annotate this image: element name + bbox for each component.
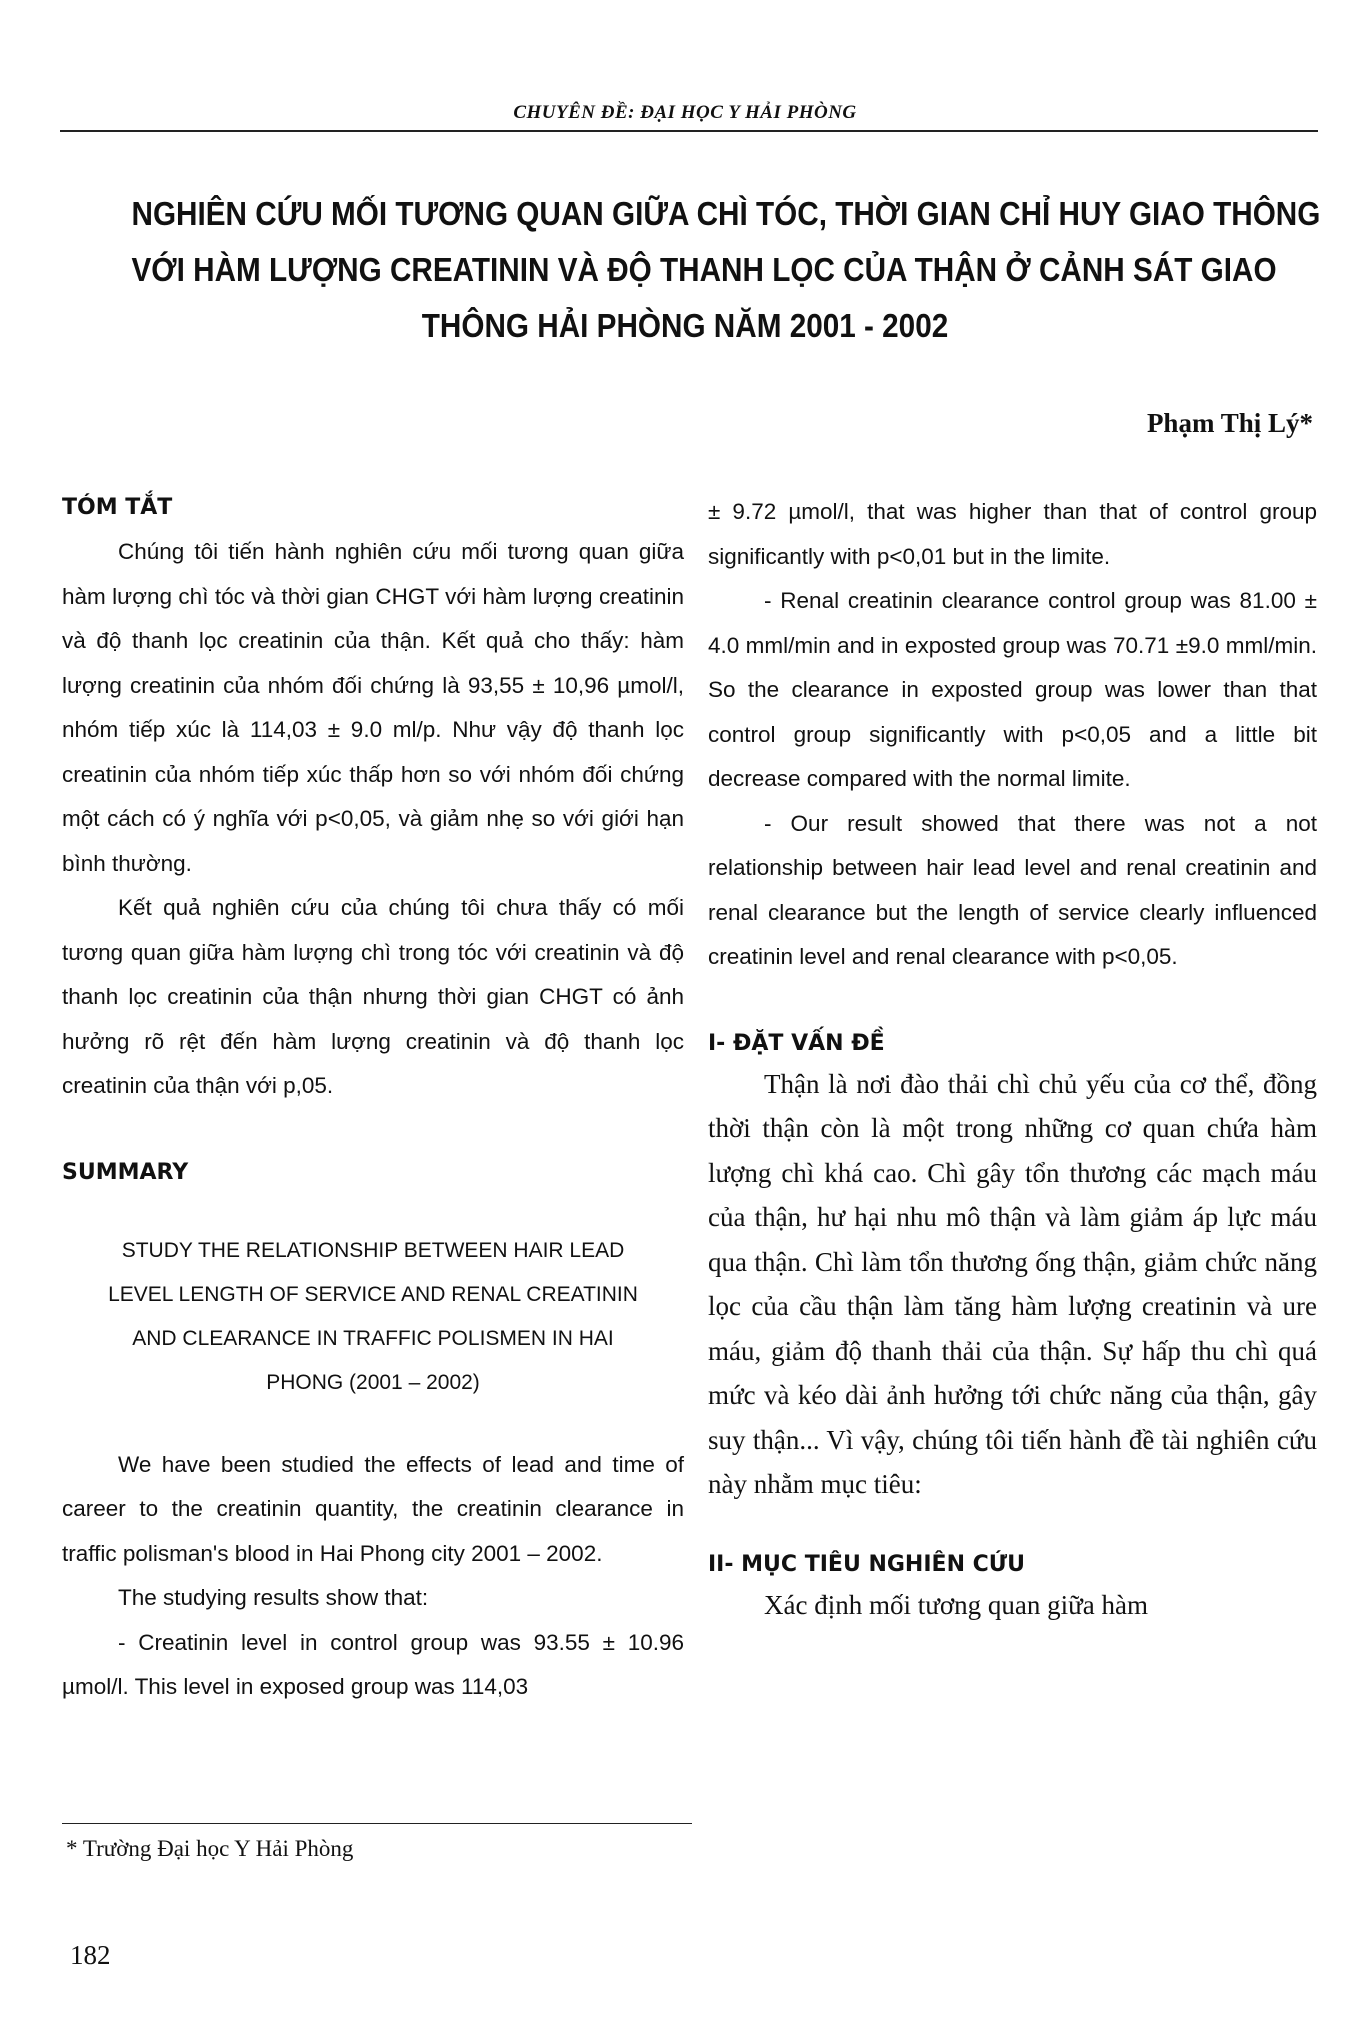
running-header: CHUYÊN ĐỀ: ĐẠI HỌC Y HẢI PHÒNG [513,102,857,123]
title-line-3: THÔNG HẢI PHÒNG NĂM 2001 - 2002 [421,307,949,344]
objectives-paragraph: Xác định mối tương quan giữa hàm [764,1589,1148,1620]
summary-title-line: STUDY THE RELATIONSHIP BETWEEN HAIR LEAD [121,1238,625,1262]
header-divider [60,130,1318,132]
footnote-divider [62,1823,692,1824]
left-column [62,490,684,1710]
title-line-2: VỚI HÀM LƯỢNG CREATININ VÀ ĐỘ THANH LỌC CỦA THẬN Ở CẢNH SÁT GIAO [131,251,1277,288]
summary-paragraph: The studying results show that: [118,1585,429,1610]
title-line-1: NGHIÊN CỨU MỐI TƯƠNG QUAN GIỮA CHÌ TÓC, THỜI GIAN CHỈ HUY GIAO THÔNG [131,195,1321,232]
summary-title [62,1229,684,1405]
summary-paragraph: - Creatinin level in control group was 93.55 ± 10.96 µmol/l. This level in exposed group was 114,03 [62,1629,684,1699]
summary-paragraph: We have been studied the effects of lead and time of career to the creatinin quantity, the creatinin clearance in traffic polisman's blood in Hai Phong city 2001 – 2002. [62,1451,684,1566]
page-number: 182 [70,1940,111,1970]
introduction-paragraph: Thận là nơi đào thải chì chủ yếu của cơ thể, đồng thời thận còn là một trong những cơ quan chứa hàm lượng chì khá cao. Chì gây tổn thương các mạch máu của thận, hư hại nhu mô thận và làm giảm áp lực máu qua thận. Chì làm tổn thương ống thận, giảm chức năng lọc của cầu thận làm tăng hàm lượng creatinin và ure máu, giảm độ thanh thải của thận. Sự hấp thu chì quá mức và kéo dài ảnh hưởng tới chức năng của thận, gây suy thận... Vì vậy, chúng tôi tiến hành đề tài nghiên cứu này nhằm mục tiêu: [708,1068,1317,1499]
abstract-heading: TÓM TẮT [62,495,173,520]
summary-heading: SUMMARY [62,1159,189,1185]
article-title [131,186,1321,354]
summary-paragraph: ± 9.72 µmol/l, that was higher than that of control group significantly with p<0,01 but in the limite. [708,499,1317,569]
section-heading-introduction: I- ĐẶT VẤN ĐỀ [708,1030,885,1056]
footnote: * Trường Đại học Y Hải Phòng [66,1836,354,1861]
summary-paragraph: - Renal creatinin clearance control group was 81.00 ± 4.0 mml/min and in exposted group was 70.71 ±9.0 mml/min. So the clearance in exposted group was lower than that control group significantly with p<0,05 and a little bit decrease compared with the normal limite. [708,588,1317,791]
summary-title-line: LEVEL LENGTH OF SERVICE AND RENAL CREATININ [108,1282,638,1306]
right-column [708,490,1317,1627]
section-heading-objectives: II- MỤC TIÊU NGHIÊN CỨU [708,1551,1026,1577]
author-name: Phạm Thị Lý* [1146,408,1313,438]
summary-paragraph: - Our result showed that there was not a not relationship between hair lead level and renal creatinin and renal clearance but the length of service clearly influenced creatinin level and renal clearance with p<0,05. [708,810,1317,969]
summary-title-line: AND CLEARANCE IN TRAFFIC POLISMEN IN HAI [132,1326,614,1350]
abstract-paragraph: Chúng tôi tiến hành nghiên cứu mối tương quan giữa hàm lượng chì tóc và thời gian CHGT với hàm lượng creatinin và độ thanh lọc creatinin của thận. Kết quả cho thấy: hàm lượng creatinin của nhóm đối chứng là 93,55 ± 10,96 µmol/l, nhóm tiếp xúc là 114,03 ± 9.0 ml/p. Như vậy độ thanh lọc creatinin của nhóm tiếp xúc thấp hơn so với nhóm đối chứng một cách có ý nghĩa với p<0,05, và giảm nhẹ so với giới hạn bình thường. [62,539,684,876]
abstract-paragraph: Kết quả nghiên cứu của chúng tôi chưa thấy có mối tương quan giữa hàm lượng chì trong tóc với creatinin và độ thanh lọc creatinin của thận nhưng thời gian CHGT có ảnh hưởng rõ rệt đến hàm lượng creatinin và độ thanh lọc creatinin của thận với p,05. [62,895,684,1098]
summary-title-line: PHONG (2001 – 2002) [266,1370,480,1394]
